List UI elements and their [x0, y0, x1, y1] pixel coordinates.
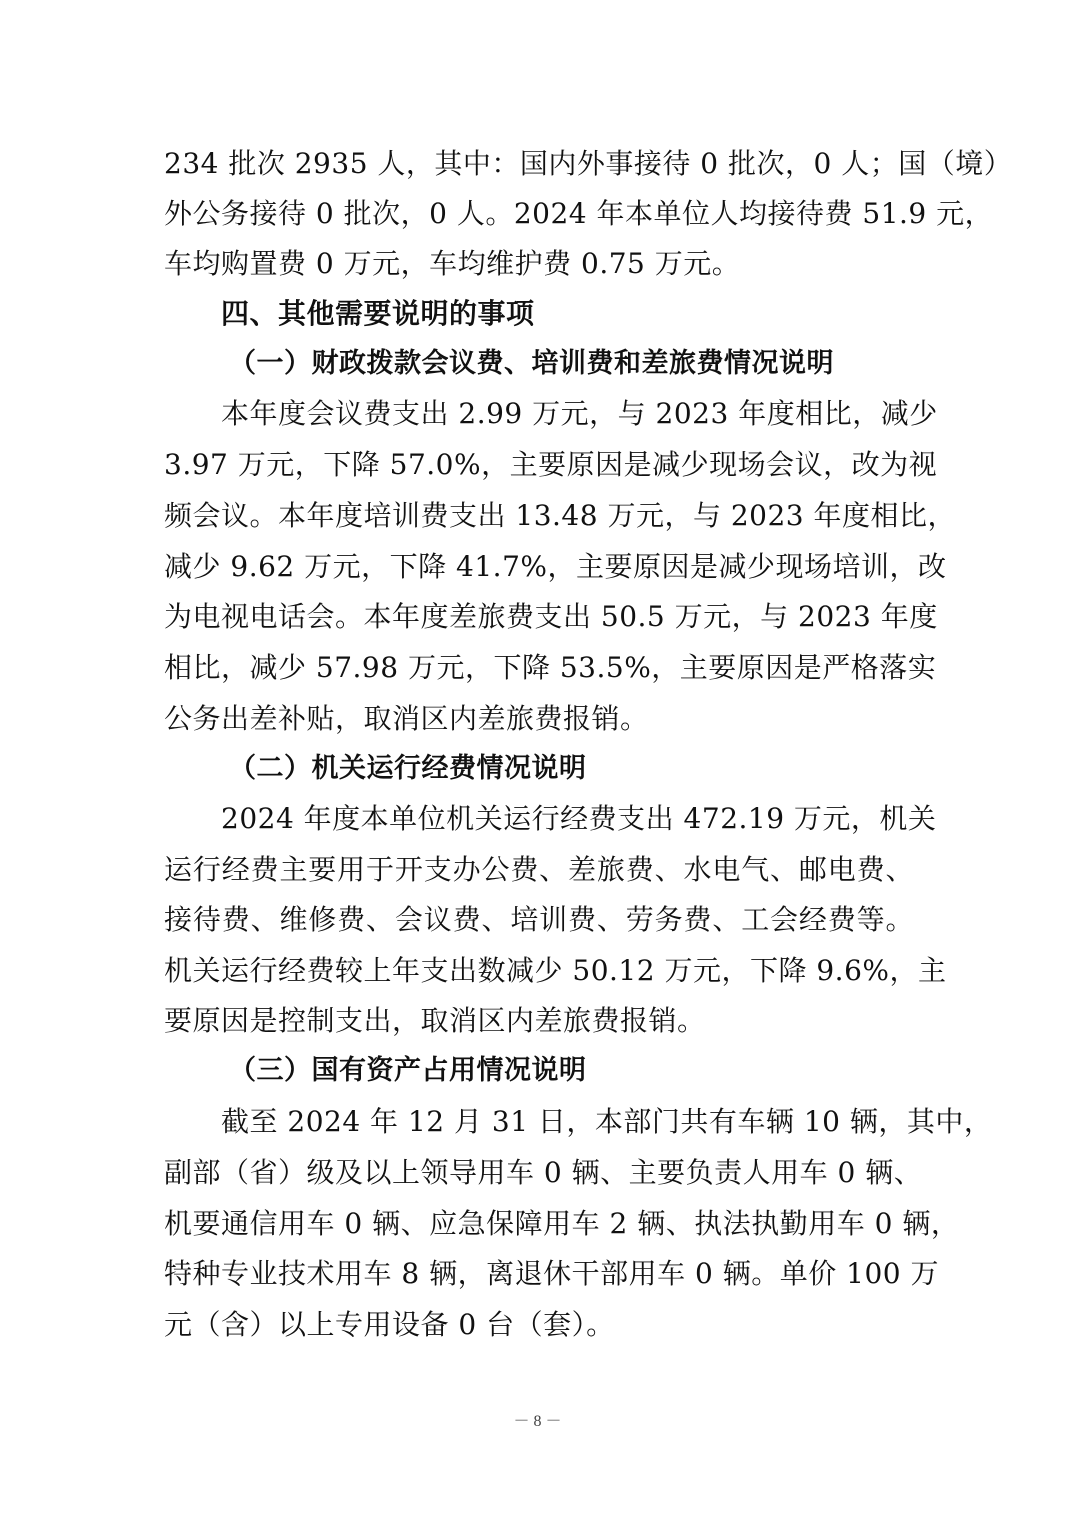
body-text-line: 机关运行经费较上年支出数减少 50.12 万元，下降 9.6%，主 [164, 954, 947, 987]
body-text-line: 为电视电话会。本年度差旅费支出 50.5 万元，与 2023 年度 [164, 600, 938, 633]
body-text-line: 减少 9.62 万元，下降 41.7%，主要原因是减少现场培训，改 [164, 550, 947, 583]
subsection-heading: （二）机关运行经费情况说明 [229, 753, 587, 784]
body-text-line: 2024 年度本单位机关运行经费支出 472.19 万元，机关 [221, 802, 937, 835]
subsection-heading: （三）国有资产占用情况说明 [229, 1055, 587, 1086]
body-text-line: 接待费、维修费、会议费、培训费、劳务费、工会经费等。 [164, 903, 914, 936]
body-text-line: 截至 2024 年 12 月 31 日，本部门共有车辆 10 辆，其中， [221, 1105, 993, 1138]
subsection-heading: （一）财政拨款会议费、培训费和差旅费情况说明 [229, 348, 834, 379]
body-text-line: 副部（省）级及以上领导用车 0 辆、主要负责人用车 0 辆、 [164, 1156, 923, 1189]
body-text-line: 机要通信用车 0 辆、应急保障用车 2 辆、执法执勤用车 0 辆， [164, 1207, 960, 1240]
body-text-line: 公务出差补贴，取消区内差旅费报销。 [164, 702, 649, 735]
section-heading: 四、其他需要说明的事项 [221, 297, 535, 330]
page-number: － 8 － [513, 1413, 562, 1430]
body-text-line: 相比，减少 57.98 万元，下降 53.5%，主要原因是严格落实 [164, 651, 937, 684]
body-text-line: 特种专业技术用车 8 辆，离退休干部用车 0 辆。单价 100 万 [164, 1257, 939, 1290]
body-text-line: 运行经费主要用于开支办公费、差旅费、水电气、邮电费、 [164, 853, 914, 886]
body-text-line: 3.97 万元，下降 57.0%，主要原因是减少现场会议，改为视 [164, 448, 938, 481]
body-text-line: 元（含）以上专用设备 0 台（套）。 [164, 1308, 615, 1341]
body-text-line: 本年度会议费支出 2.99 万元，与 2023 年度相比，减少 [221, 397, 938, 430]
body-text-line: 234 批次 2935 人，其中：国内外事接待 0 批次，0 人；国（境） [164, 147, 1013, 180]
body-text-line: 外公务接待 0 批次，0 人。2024 年本单位人均接待费 51.9 元， [164, 197, 994, 230]
body-text-line: 要原因是控制支出，取消区内差旅费报销。 [164, 1004, 706, 1037]
body-text-line: 频会议。本年度培训费支出 13.48 万元，与 2023 年度相比， [164, 499, 957, 532]
body-text-line: 车均购置费 0 万元，车均维护费 0.75 万元。 [164, 247, 741, 280]
